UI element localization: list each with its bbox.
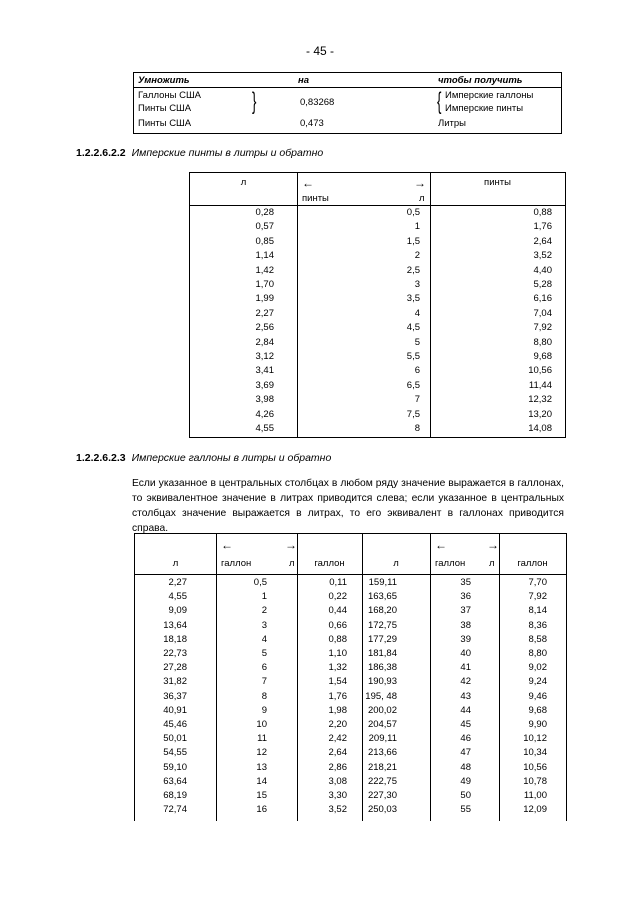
table-row [190,307,565,321]
table-cell: 42 [460,676,471,688]
table-row [190,379,565,393]
table-cell: 3,12 [255,351,274,362]
table-cell: 2,20 [328,719,347,730]
table-cell: 11,44 [528,379,552,391]
table-cell: 12 [256,747,267,759]
table-cell: 2,42 [328,733,347,745]
table-cell: 6,5 [406,379,420,391]
table-cell: 16 [256,804,267,816]
table-cell: 2,5 [406,264,420,276]
table-cell: 0,66 [328,619,347,631]
header-gallon: галлон [314,558,345,569]
table-cell: 9,68 [528,704,547,716]
table-row [190,422,565,436]
table-cell: 31,82 [163,676,187,688]
from-us-gallons: Галлоны США [138,90,201,101]
table-cell: 8,80 [533,336,552,348]
table-cell: 54,55 [163,747,187,759]
table-cell: 3,52 [328,804,347,816]
table-cell: 48 [460,761,471,773]
table-cell: 9 [261,704,267,716]
table-cell: 1,54 [328,676,347,688]
table-cell: 9,46 [528,690,547,702]
table-cell: 3,5 [406,293,420,305]
header-liters: л [240,177,247,188]
table-row [190,408,565,422]
table-cell: 3,08 [328,775,347,787]
table-cell: 4,40 [533,264,552,276]
table-cell: 0,85 [255,235,274,247]
table-cell: 47 [460,747,471,759]
table-cell: 40,91 [163,704,187,716]
table-cell: 6 [261,662,267,674]
header-mid-liters: л [419,193,425,204]
table-cell: 9,09 [168,605,187,617]
table-row [135,589,566,605]
header-by: на [298,75,310,86]
table-cell: 9,68 [533,351,552,362]
table-cell: 4 [261,633,267,645]
table-cell: 7 [261,676,267,688]
table-cell: 14 [256,775,267,787]
table-row [190,206,565,220]
table-row [135,618,566,634]
table-cell: 3,41 [255,365,274,377]
table-cell: 2 [261,605,267,617]
table-cell: 12,09 [523,804,547,816]
table-cell: 59,10 [163,761,187,773]
table-row [135,646,566,662]
table-cell: 7,70 [528,577,547,588]
table-cell: 13 [256,761,267,773]
table-row [190,336,565,350]
table-cell: 36,37 [163,690,187,702]
table-cell: 0,28 [255,207,274,218]
table-cell: 3,69 [255,379,274,391]
factor-083268: 0,83268 [300,97,335,108]
table-cell: 4,26 [255,408,274,420]
table-cell: 18,18 [163,633,187,645]
table-row [135,674,566,690]
table-cell: 9,90 [528,719,547,730]
table-cell: 9,02 [528,662,547,674]
table-cell: 5 [414,336,420,348]
table-cell: 1,99 [255,293,274,305]
table-row [190,249,565,263]
table-cell: 159,11 [368,577,397,588]
table-cell: 7,04 [533,307,552,319]
table-cell: 43 [460,690,471,702]
table-cell: 63,64 [163,775,187,787]
section-number: 1.2.2.6.2.2 [76,147,126,159]
arrow-right-icon: → [487,538,499,552]
from-us-pints-2: Пинты США [138,118,192,129]
header-divider [134,87,561,88]
table-cell: 44 [460,704,471,716]
table-row [135,603,566,619]
header-mid-gallon: галлон [221,558,252,569]
table-cell: 4,55 [168,591,187,603]
table-cell: 1 [414,221,420,233]
table-cell: 46 [460,733,471,745]
table-row [190,278,565,292]
table-row [190,321,565,335]
section-title: Имперские пинты в литры и обратно [131,147,324,159]
table-cell: 190,93 [367,676,397,688]
table-cell: 8,80 [528,648,547,659]
table-cell: 39 [460,633,471,645]
table-cell: 1,10 [328,648,347,659]
table-cell: 195, 48 [365,690,397,702]
table-cell: 72,74 [163,804,187,816]
table-row [135,575,566,591]
table-cell: 41 [460,662,471,674]
table-cell: 8 [261,690,267,702]
table-cell: 68,19 [163,790,187,801]
header-liters-2: л [393,558,399,569]
table-cell: 8,36 [528,619,547,631]
table-cell: 7,5 [406,408,420,420]
header-mid-gallon-2: галлон [435,558,466,569]
table-cell: 0,11 [329,577,347,588]
section-title: Имперские галлоны в литры и обратно [131,452,332,464]
table-row [190,292,565,306]
header-multiply: Умножить [138,75,190,86]
table-cell: 1,14 [255,250,274,262]
header-mid-liters: л [289,558,295,569]
table-cell: 2,64 [328,747,347,759]
header-mid-pints: пинты [302,193,329,204]
table-cell: 11 [257,733,267,745]
table-cell: 9,24 [528,676,547,688]
table-cell: 0,44 [328,605,347,617]
table-cell: 8 [414,423,420,434]
table-cell: 2,84 [255,336,274,348]
header-gallon-2: галлон [517,558,548,569]
pints-liters-table [189,172,566,438]
table-row [135,774,566,790]
table-cell: 1,70 [255,279,274,290]
factor-0473: 0,473 [300,118,324,129]
table-cell: 7,92 [528,591,547,603]
arrow-right-icon: → [285,538,297,552]
table-cell: 55 [460,804,471,816]
table-row [190,235,565,249]
table-cell: 36 [460,591,471,603]
table-cell: 213,66 [367,747,397,759]
table-cell: 38 [460,619,471,631]
table-cell: 2 [414,250,420,262]
page-number: - 45 - [305,44,334,58]
table-cell: 3,52 [533,250,552,262]
table-cell: 13,64 [163,619,187,631]
right-brace: } [252,88,257,115]
table-cell: 181,84 [367,648,397,659]
table-cell: 1,5 [406,235,420,247]
conversion-factor-table [133,72,562,134]
table-cell: 6,16 [533,293,552,305]
table-cell: 2,27 [168,577,187,588]
table-cell: 7,92 [533,322,552,334]
explanatory-paragraph: Если указанное в центральных столбцах в любом ряду значение выражается в галлонах, то эквивалентное значение в литрах приводится слева; если указанное в центральных столбцах значение выражается в литрах, то его эквивалент в галлонах приводится справа. [132,478,564,534]
table-cell: 22,73 [163,648,187,659]
arrow-left-icon: ← [302,176,314,190]
table-cell: 227,30 [367,790,397,801]
table-cell: 3 [414,279,420,290]
table-cell: 168,20 [367,605,397,617]
table-cell: 0,5 [253,577,267,588]
table-cell: 3,98 [255,394,274,406]
table-cell: 5,28 [533,279,552,290]
table-cell: 2,27 [255,307,274,319]
table-cell: 50 [460,790,471,801]
section-heading-gallons [76,452,331,464]
table-row [135,689,566,705]
table-row [190,220,565,234]
table-cell: 1,98 [328,704,347,716]
table-cell: 37 [460,605,471,617]
table-cell: 10,56 [523,761,547,773]
table-cell: 1 [261,591,267,603]
table-cell: 7 [414,394,420,406]
table-row [135,660,566,676]
table-cell: 6 [414,365,420,377]
table-row [135,632,566,648]
to-imperial-gallons: Имперские галлоны [445,90,534,101]
gallons-liters-table [134,533,567,821]
table-cell: 250,03 [367,804,397,816]
table-cell: 10,56 [528,365,552,377]
to-liters: Литры [438,118,467,129]
from-us-pints: Пинты США [138,103,192,114]
table-cell: 45,46 [163,719,187,730]
table-cell: 10,34 [523,747,547,759]
table-cell: 45 [460,719,471,730]
table-cell: 4,5 [406,322,420,334]
table-cell: 35 [460,577,471,588]
table-cell: 186,38 [367,662,397,674]
arrow-left-icon: ← [435,538,447,552]
to-imperial-pints: Имперские пинты [445,103,524,114]
table-cell: 200,02 [367,704,397,716]
table-cell: 5,5 [406,351,420,362]
table-cell: 177,29 [367,633,397,645]
table-cell: 0,22 [328,591,347,603]
table-cell: 12,32 [528,394,552,406]
table-cell: 14,08 [528,423,552,434]
table-row [190,393,565,407]
table-cell: 2,64 [533,235,552,247]
table-cell: 209,11 [368,733,397,745]
table-row [190,350,565,364]
table-cell: 15 [256,790,267,801]
table-cell: 27,28 [163,662,187,674]
table-cell: 0,5 [406,207,420,218]
header-to-get: чтобы получить [438,75,523,86]
table-cell: 1,42 [255,264,274,276]
table-cell: 172,75 [367,619,397,631]
section-number: 1.2.2.6.2.3 [76,452,126,464]
table-cell: 204,57 [367,719,397,730]
left-brace: { [437,88,442,115]
table-cell: 1,76 [533,221,552,233]
table-cell: 3 [261,619,267,631]
table-cell: 8,58 [528,633,547,645]
table-row [135,717,566,733]
table-cell: 0,57 [255,221,274,233]
table-cell: 1,76 [328,690,347,702]
table-cell: 163,65 [367,591,397,603]
table-row [135,788,566,804]
table-cell: 13,20 [528,408,552,420]
table-row [135,760,566,776]
table-cell: 10,12 [523,733,547,745]
table-cell: 40 [460,648,471,659]
table-row [190,264,565,278]
table-cell: 8,14 [528,605,547,617]
header-liters: л [172,558,179,569]
table-cell: 2,86 [328,761,347,773]
table-cell: 3,30 [328,790,347,801]
table-cell: 10,78 [523,775,547,787]
table-cell: 4,55 [255,423,274,434]
table-cell: 222,75 [367,775,397,787]
table-cell: 11,00 [523,790,547,801]
arrow-left-icon: ← [221,538,233,552]
table-row [135,745,566,761]
table-cell: 1,32 [328,662,347,674]
table-row [135,731,566,747]
arrow-right-icon: → [414,176,426,190]
table-row [190,364,565,378]
table-cell: 0,88 [328,633,347,645]
table-cell: 4 [414,307,420,319]
table-row [135,802,566,818]
table-row [135,703,566,719]
table-cell: 2,56 [255,322,274,334]
table-cell: 0,88 [533,207,552,218]
table-cell: 49 [460,775,471,787]
section-heading-pints [76,147,323,159]
table-cell: 50,01 [163,733,187,745]
header-mid-liters-2: л [489,558,495,569]
table-cell: 218,21 [367,761,397,773]
table-cell: 10 [256,719,267,730]
header-pints: пинты [484,177,511,188]
table-cell: 5 [261,648,267,659]
